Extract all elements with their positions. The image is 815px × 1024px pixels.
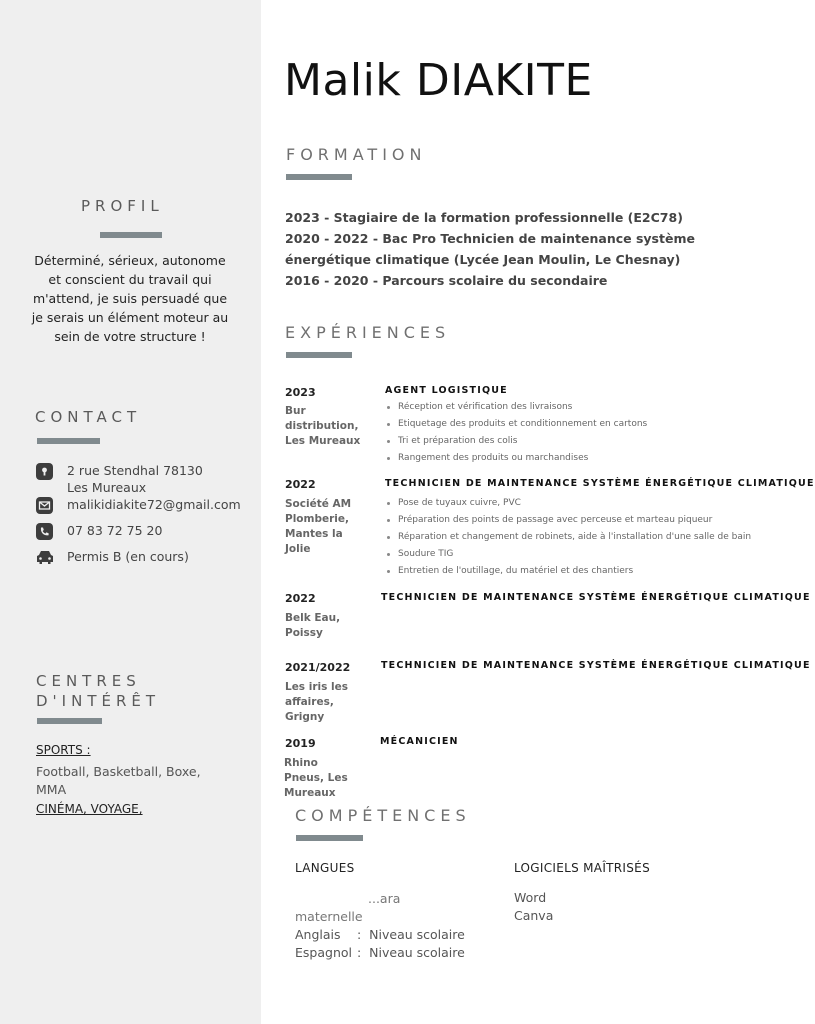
location-pin-icon (35, 462, 53, 480)
contact-license (35, 548, 189, 566)
contact-address (35, 462, 203, 496)
contact-title: CONTACT (35, 408, 142, 426)
exp-year: 2021/2022 (285, 661, 351, 674)
exp-task: Pose de tuyaux cuivre, PVC (385, 495, 751, 512)
formation-divider (286, 174, 352, 180)
interests-divider (37, 718, 102, 724)
formation-item: 2016 - 2020 - Parcours scolaire du secondaire (285, 273, 608, 288)
language-name: Espagnol (295, 945, 352, 960)
experiences-divider (286, 352, 352, 358)
exp-task: Entretien de l'outillage, du matériel et des chantiers (385, 563, 751, 580)
competences-title: COMPÉTENCES (295, 806, 471, 825)
license-text: Permis B (en cours) (67, 549, 189, 564)
car-icon (35, 548, 55, 566)
experiences-title: EXPÉRIENCES (285, 323, 451, 342)
sports-text: Football, Basketball, Boxe, MMA (36, 764, 201, 797)
contact-divider (37, 438, 100, 444)
exp-role: TECHNICIEN DE MAINTENANCE SYSTÈME ÉNERGÉTIQUE CLIMATIQUE (381, 592, 811, 603)
exp-place: Rhino Pneus, Les Mureaux (284, 757, 348, 799)
address-line-2: Les Mureaux (67, 480, 147, 495)
profil-text: Déterminé, sérieux, autonome et conscient du travail qui m'attend, je suis persuadé que je serais un élément moteur au sein de votre structure ! (31, 253, 229, 344)
formation-list (285, 207, 755, 291)
languages-title: LANGUES (295, 861, 355, 875)
email-icon (35, 496, 53, 514)
competences-divider (296, 835, 363, 841)
exp-year: 2019 (285, 737, 316, 750)
exp-place: Les iris les affaires, Grigny (285, 681, 348, 723)
exp-task: Etiquetage des produits et conditionnement en cartons (385, 416, 647, 433)
language-level: Niveau scolaire (369, 945, 465, 960)
language-row: Anglais : Niveau scolaire (295, 927, 465, 942)
exp-place: Belk Eau, Poissy (285, 612, 341, 639)
exp-task: Tri et préparation des colis (385, 433, 647, 450)
language-level: Niveau scolaire (369, 927, 465, 942)
exp-year: 2023 (285, 386, 316, 399)
contact-email[interactable] (35, 496, 241, 514)
language-fragment: maternelle (295, 909, 363, 924)
exp-role: AGENT LOGISTIQUE (385, 385, 508, 396)
exp-task: Préparation des points de passage avec perceuse et marteau piqueur (385, 512, 751, 529)
sports-label: SPORTS : (36, 743, 91, 757)
exp-task: Réception et vérification des livraisons (385, 399, 647, 416)
language-fragment: ...ara (368, 891, 401, 906)
exp-task-list (385, 495, 751, 580)
formation-item: 2020 - 2022 - Bac Pro Technicien de maintenance système énergétique climatique (Lycée Jean Moulin, Le Chesnay) (285, 231, 695, 267)
interests-title: CENTRES D'INTÉRÊT (36, 672, 161, 710)
exp-year: 2022 (285, 592, 316, 605)
formation-item: 2023 - Stagiaire de la formation professionnelle (E2C78) (285, 210, 683, 225)
exp-place: Bur distribution, Les Mureaux (285, 405, 361, 447)
software-item: Word (514, 890, 547, 905)
other-interests-label: CINÉMA, VOYAGE, (36, 802, 143, 816)
contact-phone[interactable] (35, 522, 162, 540)
language-row: Espagnol : Niveau scolaire (295, 945, 465, 960)
phone-icon (35, 522, 53, 540)
email-text[interactable]: malikidiakite72@gmail.com (67, 497, 241, 512)
profil-title: PROFIL (81, 197, 164, 215)
exp-task: Rangement des produits ou marchandises (385, 450, 647, 467)
exp-role: TECHNICIEN DE MAINTENANCE SYSTÈME ÉNERGÉTIQUE CLIMATIQUE (385, 478, 815, 489)
exp-place: Société AM Plomberie, Mantes la Jolie (285, 498, 352, 555)
exp-role: MÉCANICIEN (380, 736, 459, 747)
exp-year: 2022 (285, 478, 316, 491)
address-line-1: 2 rue Stendhal 78130 (67, 463, 203, 478)
phone-text[interactable]: 07 83 72 75 20 (67, 523, 163, 538)
exp-task: Réparation et changement de robinets, aide à l'installation d'une salle de bain (385, 529, 751, 546)
candidate-name: Malik DIAKITE (284, 55, 593, 106)
formation-title: FORMATION (286, 145, 427, 164)
software-title: LOGICIELS MAÎTRISÉS (514, 861, 650, 875)
exp-task: Soudure TIG (385, 546, 751, 563)
exp-task-list (385, 399, 647, 467)
exp-role: TECHNICIEN DE MAINTENANCE SYSTÈME ÉNERGÉTIQUE CLIMATIQUE (381, 660, 811, 671)
profil-divider (100, 232, 162, 238)
language-name: Anglais (295, 927, 341, 942)
software-item: Canva (514, 908, 554, 923)
